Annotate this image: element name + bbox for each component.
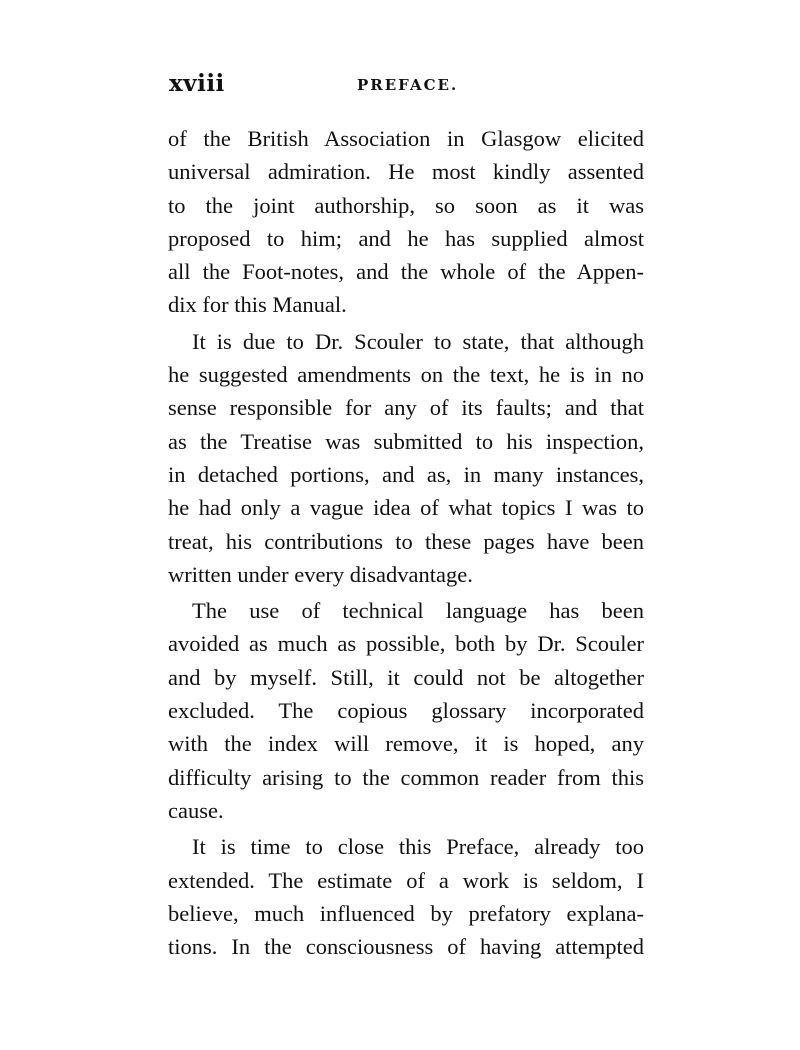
text-line: excluded. The copious glossary incorporated xyxy=(168,698,644,724)
text-line: in detached portions, and as, in many instances, xyxy=(168,461,644,487)
text-line: as the Treatise was submitted to his inspection, xyxy=(168,428,644,454)
text-line: extended. The estimate of a work is seldom, I xyxy=(168,867,644,893)
text-line: and by myself. Still, it could not be altogether xyxy=(168,664,644,690)
text-line: cause. xyxy=(168,797,224,823)
text-line: It is due to Dr. Scouler to state, that although xyxy=(192,328,644,354)
text-line: difficulty arising to the common reader from this xyxy=(168,764,644,790)
text-line: tions. In the consciousness of having attempted xyxy=(168,934,644,960)
text-line: all the Foot-notes, and the whole of the Appen- xyxy=(168,259,644,285)
paragraph-4 xyxy=(168,830,644,963)
text-line: universal admiration. He most kindly assented xyxy=(168,159,644,185)
text-line: of the British Association in Glasgow elicited xyxy=(168,126,644,151)
paragraph-2 xyxy=(168,325,644,591)
text-line: proposed to him; and he has supplied almost xyxy=(168,225,644,251)
text-line: dix for this Manual. xyxy=(168,292,347,318)
text-line: he had only a vague idea of what topics I was to xyxy=(168,495,644,521)
text-line: sense responsible for any of its faults; and that xyxy=(168,395,644,421)
text-line: It is time to close this Preface, already too xyxy=(192,834,644,860)
text-line: The use of technical language has been xyxy=(192,598,644,624)
page-header xyxy=(167,70,645,106)
body-text xyxy=(168,122,644,963)
text-line: written under every disadvantage. xyxy=(168,561,473,587)
running-head: PREFACE. xyxy=(357,76,459,94)
text-line: avoided as much as possible, both by Dr. Scouler xyxy=(168,631,644,657)
text-line: believe, much influenced by prefatory explana- xyxy=(168,900,644,926)
paragraph-3 xyxy=(168,594,644,827)
text-line: treat, his contributions to these pages have been xyxy=(168,528,644,554)
text-line: with the index will remove, it is hoped, any xyxy=(168,731,644,757)
paragraph-1 xyxy=(168,122,644,322)
page-number: xviii xyxy=(169,70,225,97)
text-line: to the joint authorship, so soon as it was xyxy=(168,192,644,218)
text-line: he suggested amendments on the text, he is in no xyxy=(168,362,644,388)
